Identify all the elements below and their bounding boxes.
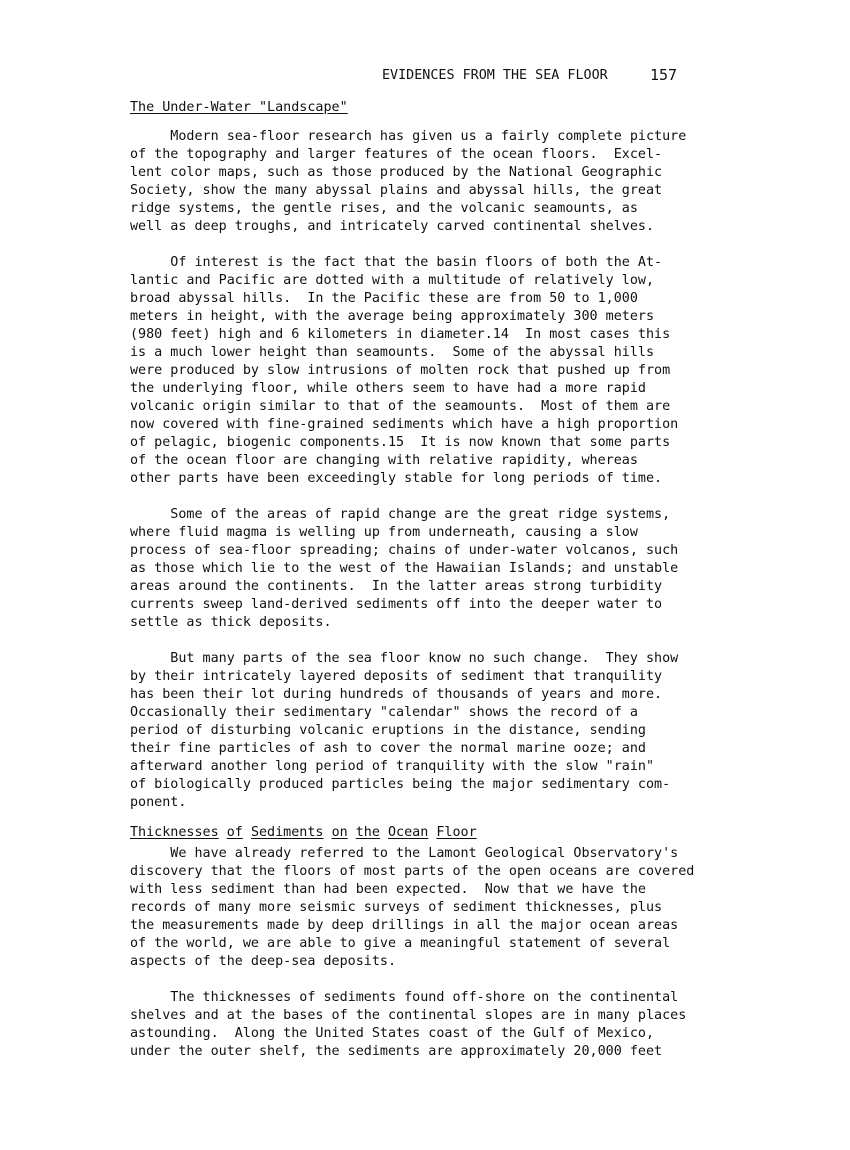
text-line: where fluid magma is welling up from underneath, causing a slow bbox=[130, 525, 638, 540]
text-line: with less sediment than had been expected. Now that we have the bbox=[130, 882, 646, 897]
text-line: the measurements made by deep drillings in all the major ocean areas bbox=[130, 918, 679, 933]
page-number: 157 bbox=[650, 66, 678, 84]
text-line: were produced by slow intrusions of molten rock that pushed up from bbox=[130, 363, 671, 378]
heading-word: Sediments bbox=[250, 825, 324, 840]
paragraph bbox=[130, 254, 718, 488]
page-body bbox=[130, 99, 718, 1061]
running-header bbox=[0, 66, 850, 86]
text-line: period of disturbing volcanic eruptions in the distance, sending bbox=[130, 723, 646, 738]
text-line: broad abyssal hills. In the Pacific these are from 50 to 1,000 bbox=[130, 291, 638, 306]
text-line: Of interest is the fact that the basin floors of both the At- bbox=[130, 255, 663, 270]
paragraph bbox=[130, 128, 718, 236]
text-line: is a much lower height than seamounts. Some of the abyssal hills bbox=[130, 345, 655, 360]
heading-word: Thicknesses bbox=[130, 825, 219, 840]
text-line: now covered with fine-grained sediments which have a high proportion bbox=[130, 417, 679, 432]
text-line: currents sweep land-derived sediments off into the deeper water to bbox=[130, 597, 663, 612]
text-line: lantic and Pacific are dotted with a multitude of relatively low, bbox=[130, 273, 655, 288]
text-line: their fine particles of ash to cover the normal marine ooze; and bbox=[130, 741, 646, 756]
text-line: areas around the continents. In the latter areas strong turbidity bbox=[130, 579, 663, 594]
text-line: has been their lot during hundreds of thousands of years and more. bbox=[130, 687, 663, 702]
text-line: of biologically produced particles being the major sedimentary com- bbox=[130, 777, 671, 792]
text-line: But many parts of the sea floor know no such change. They show bbox=[130, 651, 679, 666]
text-line: as those which lie to the west of the Hawaiian Islands; and unstable bbox=[130, 561, 679, 576]
text-line: ridge systems, the gentle rises, and the volcanic seamounts, as bbox=[130, 201, 638, 216]
text-line: Modern sea-floor research has given us a fairly complete picture bbox=[130, 129, 687, 144]
text-line: settle as thick deposits. bbox=[130, 615, 332, 630]
text-line: the underlying floor, while others seem to have had a more rapid bbox=[130, 381, 646, 396]
section-heading-sediment-thickness bbox=[130, 824, 718, 842]
text-line: of the topography and larger features of the ocean floors. Excel- bbox=[130, 147, 663, 162]
text-line: well as deep troughs, and intricately carved continental shelves. bbox=[130, 219, 655, 234]
text-line: volcanic origin similar to that of the seamounts. Most of them are bbox=[130, 399, 671, 414]
text-line: (980 feet) high and 6 kilometers in diameter.14 In most cases this bbox=[130, 327, 671, 342]
text-line: records of many more seismic surveys of sediment thicknesses, plus bbox=[130, 900, 663, 915]
text-line: under the outer shelf, the sediments are approximately 20,000 feet bbox=[130, 1044, 663, 1059]
text-line: of the world, we are able to give a meaningful statement of several bbox=[130, 936, 671, 951]
text-line: process of sea-floor spreading; chains of under-water volcanos, such bbox=[130, 543, 679, 558]
text-line: ponent. bbox=[130, 795, 187, 810]
text-line: astounding. Along the United States coast of the Gulf of Mexico, bbox=[130, 1026, 655, 1041]
section-heading-landscape: The Under-Water "Landscape" bbox=[130, 100, 348, 115]
heading-word: the bbox=[355, 825, 380, 840]
heading-word: of bbox=[226, 825, 243, 840]
text-line: meters in height, with the average being approximately 300 meters bbox=[130, 309, 655, 324]
paragraph bbox=[130, 650, 718, 812]
text-line: Occasionally their sedimentary "calendar" shows the record of a bbox=[130, 705, 638, 720]
running-title: EVIDENCES FROM THE SEA FLOOR bbox=[382, 68, 608, 83]
text-line: aspects of the deep-sea deposits. bbox=[130, 954, 397, 969]
text-line: The thicknesses of sediments found off-shore on the continental bbox=[130, 990, 679, 1005]
text-line: lent color maps, such as those produced by the National Geographic bbox=[130, 165, 663, 180]
text-line: shelves and at the bases of the continental slopes are in many places bbox=[130, 1008, 687, 1023]
heading-word: Ocean bbox=[388, 825, 429, 840]
text-line: by their intricately layered deposits of sediment that tranquility bbox=[130, 669, 663, 684]
text-line: Some of the areas of rapid change are the great ridge systems, bbox=[130, 507, 671, 522]
heading-word: Floor bbox=[436, 825, 477, 840]
text-line: of pelagic, biogenic components.15 It is now known that some parts bbox=[130, 435, 671, 450]
text-line: afterward another long period of tranquility with the slow "rain" bbox=[130, 759, 655, 774]
text-line: Society, show the many abyssal plains and abyssal hills, the great bbox=[130, 183, 663, 198]
heading-word: on bbox=[331, 825, 348, 840]
text-line: We have already referred to the Lamont Geological Observatory's bbox=[130, 846, 679, 861]
paragraph bbox=[130, 506, 718, 632]
text-line: discovery that the floors of most parts of the open oceans are covered bbox=[130, 864, 695, 879]
paragraph bbox=[130, 989, 718, 1061]
paragraph bbox=[130, 845, 718, 971]
text-line: of the ocean floor are changing with relative rapidity, whereas bbox=[130, 453, 638, 468]
text-line: other parts have been exceedingly stable for long periods of time. bbox=[130, 471, 663, 486]
